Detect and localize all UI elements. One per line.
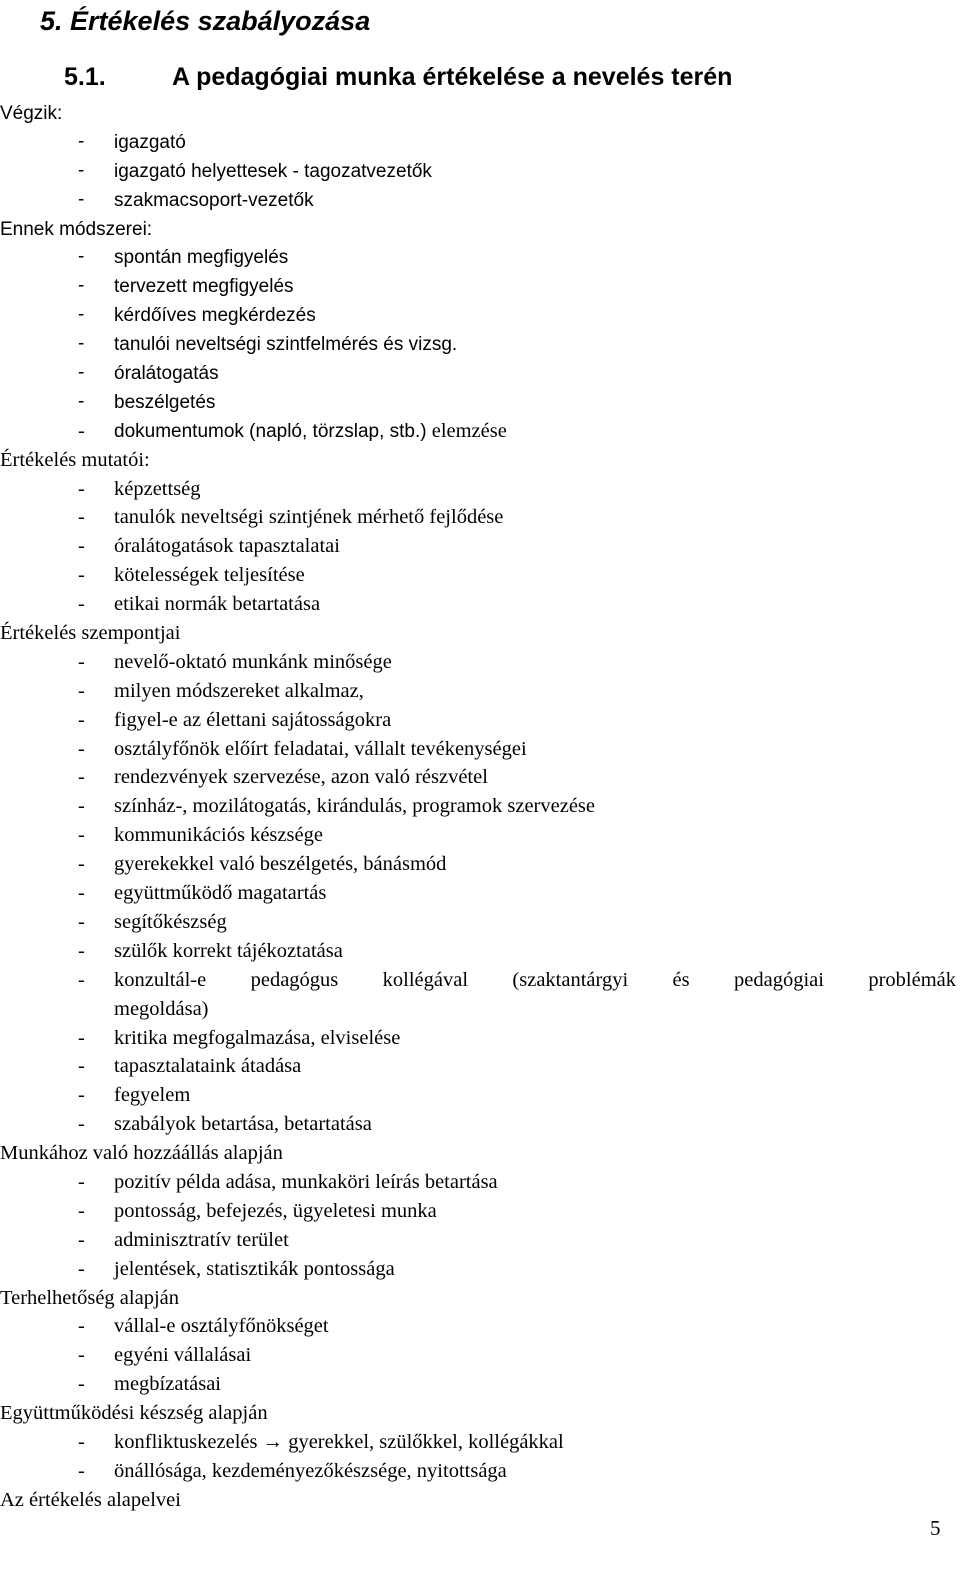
list-item-text: egyéni vállalásai: [114, 1344, 252, 1367]
list-item-text: adminisztratív terület: [114, 1228, 289, 1251]
bullet-dash: -: [78, 1199, 85, 1222]
list-item: [0, 1197, 960, 1226]
list-item: [0, 792, 960, 821]
list-item: [0, 1370, 960, 1399]
label-text: Az értékelés alapelvei: [0, 1488, 181, 1511]
list-item-text-tail: elemzése: [426, 419, 507, 442]
body-text: [0, 99, 960, 1515]
paragraph-label: [0, 1486, 960, 1515]
list-item-text: tanulók neveltségi szintjének mérhető fejlődése: [114, 506, 504, 529]
bullet-dash: -: [78, 593, 85, 616]
bullet-dash: -: [78, 333, 85, 355]
list-item-text: osztályfőnök előírt feladatai, vállalt tevékenységei: [114, 737, 527, 760]
bullet-dash: -: [78, 535, 85, 558]
bullet-dash: -: [78, 824, 85, 847]
list-item-text: tanulói neveltségi szintfelmérés és vizsg.: [114, 334, 458, 356]
label-text: Terhelhetőség alapján: [0, 1286, 179, 1309]
list-item-continuation: [0, 995, 960, 1024]
list-item: [0, 561, 960, 590]
bullet-dash: -: [78, 795, 85, 818]
paragraph-label: [0, 215, 960, 244]
list-item: [0, 735, 960, 764]
list-item: [0, 850, 960, 879]
list-item-text: igazgató helyettesek - tagozatvezetők: [114, 160, 432, 182]
list-item: [0, 937, 960, 966]
list-item-text: megbízatásai: [114, 1373, 222, 1396]
bullet-dash: -: [78, 1084, 85, 1107]
list-item: [0, 1312, 960, 1341]
paragraph-label: [0, 1284, 960, 1313]
list-item-text: konzultál-e pedagógus kollégával (szaktantárgyi és pedagógiai problémák: [114, 968, 956, 991]
paragraph-label: [0, 99, 960, 128]
list-item-text: önállósága, kezdeményezőkészsége, nyitottsága: [114, 1459, 507, 1482]
bullet-dash: -: [78, 939, 85, 962]
section-heading: 5. Értékelés szabályozása: [40, 6, 371, 36]
list-item: [0, 532, 960, 561]
list-item-text: rendezvények szervezése, azon való részvétel: [114, 766, 488, 789]
list-item: [0, 330, 960, 359]
list-item: [0, 128, 960, 157]
list-item: [0, 677, 960, 706]
list-item-text: megoldása): [114, 997, 209, 1020]
bullet-dash: -: [78, 1026, 85, 1049]
list-item-text: színház-, mozilátogatás, kirándulás, programok szervezése: [114, 795, 595, 818]
list-item-text: fegyelem: [114, 1084, 191, 1107]
list-item: [0, 301, 960, 330]
bullet-dash: -: [78, 159, 85, 181]
list-item: [0, 1341, 960, 1370]
paragraph-label: [0, 446, 960, 475]
bullet-dash: -: [78, 679, 85, 702]
bullet-dash: -: [78, 1228, 85, 1251]
list-item: [0, 706, 960, 735]
bullet-dash: -: [78, 1113, 85, 1136]
list-item: [0, 243, 960, 272]
bullet-dash: -: [78, 737, 85, 760]
list-item: [0, 475, 960, 504]
list-item: [0, 1110, 960, 1139]
list-item-text: pozitív példa adása, munkaköri leírás betartása: [114, 1170, 498, 1193]
list-item-text: segítőkészség: [114, 910, 227, 933]
list-item-text: pontosság, befejezés, ügyeletesi munka: [114, 1199, 437, 1222]
bullet-dash: -: [78, 477, 85, 500]
list-item: [0, 272, 960, 301]
bullet-dash: -: [78, 246, 85, 268]
paragraph-label: [0, 619, 960, 648]
list-item-text: kritika megfogalmazása, elviselése: [114, 1026, 401, 1049]
bullet-dash: -: [78, 1170, 85, 1193]
label-text: Értékelés szempontjai: [0, 622, 181, 645]
paragraph-label: [0, 1399, 960, 1428]
list-item: [0, 503, 960, 532]
subsection-title: A pedagógiai munka értékelése a nevelés terén: [172, 63, 733, 91]
list-item: [0, 821, 960, 850]
list-item-text: beszélgetés: [114, 391, 216, 413]
bullet-dash: -: [78, 304, 85, 326]
page-number: 5: [930, 1516, 941, 1540]
bullet-dash: -: [78, 1257, 85, 1280]
list-item-text: spontán megfigyelés: [114, 247, 289, 269]
bullet-dash: -: [78, 968, 85, 991]
list-item: [0, 590, 960, 619]
bullet-dash: -: [78, 419, 85, 442]
list-item-text: nevelő-oktató munkánk minősége: [114, 650, 392, 673]
list-item-text: etikai normák betartatása: [114, 593, 321, 616]
list-item-text: konfliktuskezelés → gyerekkel, szülőkkel, kollégákkal: [114, 1430, 564, 1453]
label-text: Együttműködési készség alapján: [0, 1402, 268, 1425]
list-item-text: dokumentumok (napló, törzslap, stb.): [114, 420, 427, 442]
bullet-dash: -: [78, 1344, 85, 1367]
list-item: [0, 1226, 960, 1255]
bullet-dash: -: [78, 1430, 85, 1453]
bullet-dash: -: [78, 1459, 85, 1482]
list-item-text: képzettség: [114, 477, 201, 500]
list-item-text: óralátogatás: [114, 363, 219, 385]
label-text: Munkához való hozzáállás alapján: [0, 1142, 283, 1165]
bullet-dash: -: [78, 708, 85, 731]
list-item-text: szakmacsoport-vezetők: [114, 189, 314, 211]
list-item-text: szülők korrekt tájékoztatása: [114, 939, 343, 962]
list-item: [0, 648, 960, 677]
bullet-dash: -: [78, 1373, 85, 1396]
bullet-dash: -: [78, 853, 85, 876]
list-item: [0, 1457, 960, 1486]
list-item-text: figyel-e az élettani sajátosságokra: [114, 708, 392, 731]
bullet-dash: -: [78, 910, 85, 933]
list-item-text: óralátogatások tapasztalatai: [114, 535, 340, 558]
list-item: [0, 1024, 960, 1053]
subsection-heading: [64, 60, 732, 94]
label-text: Értékelés mutatói:: [0, 448, 150, 471]
bullet-dash: -: [78, 1315, 85, 1338]
list-item-text: együttműködő magatartás: [114, 882, 327, 905]
list-item: [0, 1255, 960, 1284]
bullet-dash: -: [78, 275, 85, 297]
list-item: [0, 908, 960, 937]
bullet-dash: -: [78, 390, 85, 412]
list-item-text: szabályok betartása, betartatása: [114, 1113, 372, 1136]
list-item: [0, 359, 960, 388]
list-item: [0, 879, 960, 908]
list-item: [0, 763, 960, 792]
list-item-text: vállal-e osztályfőnökséget: [114, 1315, 329, 1338]
list-item: [0, 1081, 960, 1110]
bullet-dash: -: [78, 1055, 85, 1078]
bullet-dash: -: [78, 882, 85, 905]
list-item-text: kommunikációs készsége: [114, 824, 323, 847]
list-item: [0, 388, 960, 417]
label-text: Ennek módszerei:: [0, 218, 153, 240]
subsection-number: 5.1.: [64, 63, 106, 91]
list-item-text: jelentések, statisztikák pontossága: [114, 1257, 395, 1280]
list-item-text: kötelességek teljesítése: [114, 564, 305, 587]
list-item: [0, 1428, 960, 1457]
bullet-dash: -: [78, 766, 85, 789]
list-item-text: tapasztalataink átadása: [114, 1055, 302, 1078]
bullet-dash: -: [78, 506, 85, 529]
label-text: Végzik:: [0, 103, 63, 124]
paragraph-label: [0, 1139, 960, 1168]
list-item-text: kérdőíves megkérdezés: [114, 305, 316, 327]
list-item-text: tervezett megfigyelés: [114, 276, 294, 298]
list-item: [0, 417, 960, 446]
bullet-dash: -: [78, 362, 85, 384]
bullet-dash: -: [78, 650, 85, 673]
list-item-text: gyerekekkel való beszélgetés, bánásmód: [114, 853, 447, 876]
list-item-text: milyen módszereket alkalmaz,: [114, 679, 364, 702]
bullet-dash: -: [78, 564, 85, 587]
list-item: [0, 1168, 960, 1197]
list-item: [0, 157, 960, 186]
bullet-dash: -: [78, 188, 85, 210]
list-item-text: igazgató: [114, 131, 186, 153]
list-item: [0, 966, 960, 995]
list-item: [0, 1052, 960, 1081]
list-item: [0, 186, 960, 215]
bullet-dash: -: [78, 130, 85, 152]
